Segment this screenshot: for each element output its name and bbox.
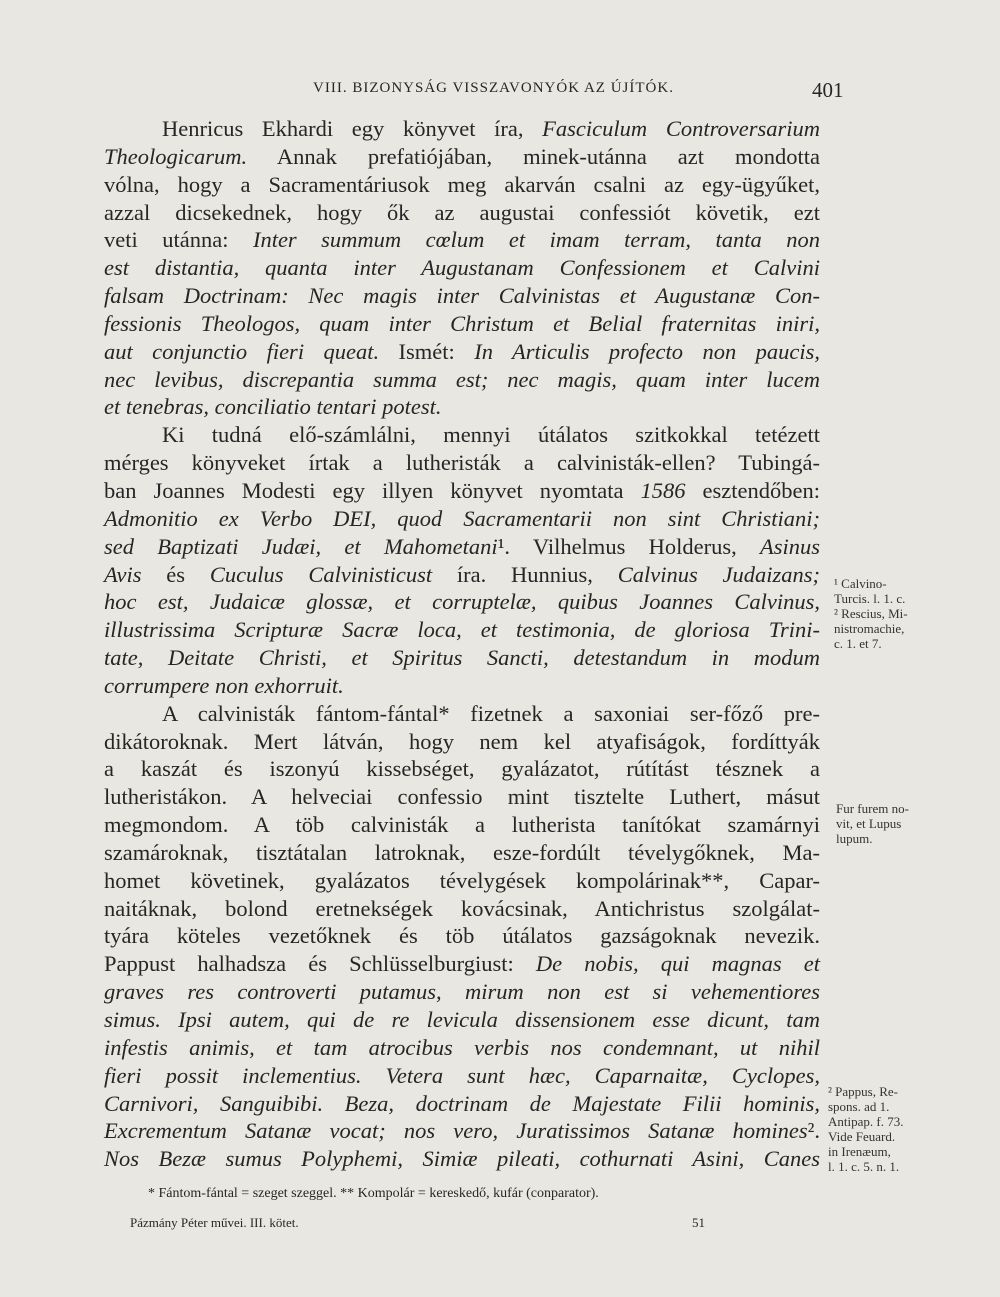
italic-segment: hoc est, Judaicæ glossæ, et corruptelæ, quibus Joannes Calvinus,	[104, 589, 820, 615]
italic-segment: Excrementum Satanæ vocat; nos vero, Juratissimos Satanæ homines	[104, 1118, 808, 1144]
roman-segment: naitáknak, bolond eretnekségek kovácsinak, Antichristus szolgálat-	[104, 895, 820, 921]
margin-note-pappus	[828, 1084, 903, 1174]
roman-segment: ban Joannes Modesti egy illyen könyvet nyomtata	[104, 477, 641, 503]
text-line	[104, 616, 820, 644]
roman-segment: azzal dicsekednek, hogy ők az augustai confessiót követik, ezt	[104, 199, 820, 225]
italic-segment: graves res controverti putamus, mirum non est si vehementiores	[104, 979, 820, 1005]
text-line	[104, 1117, 820, 1145]
text-line	[104, 421, 820, 449]
text-line	[104, 254, 820, 282]
italic-segment: et tenebras, conciliatio tentari potest.	[104, 394, 442, 420]
roman-segment: a kaszát és iszonyú kissebséget, gyalázatot, rútítást tésznek a	[104, 756, 820, 782]
text-line	[104, 839, 820, 867]
roman-segment: ².	[807, 1118, 820, 1144]
italic-segment: tate, Deitate Christi, et Spiritus Sancti, detestandum in modum	[104, 645, 820, 671]
roman-segment: és	[141, 561, 210, 587]
text-line	[104, 867, 820, 895]
margin-note-line: vit, et Lupus	[836, 816, 902, 831]
footnote: * Fántom-fántal = szeget szeggel. ** Kompolár = kereskedő, kufár (conparator).	[148, 1186, 599, 1201]
page-number: 401	[812, 78, 844, 102]
text-line	[104, 282, 820, 310]
text-line	[104, 700, 820, 728]
margin-note-line: Turcis. l. 1. c.	[834, 591, 906, 606]
margin-note-line: nistromachie,	[834, 621, 905, 636]
italic-segment: In Articulis profecto non paucis,	[474, 338, 820, 364]
roman-segment: szamároknak, tisztátalan latroknak, esze-fordúlt tévelygőknek, Ma-	[104, 839, 820, 865]
italic-segment: Nos Bezæ sumus Polyphemi, Simiæ pileati, cothurnati Asini, Canes	[104, 1146, 820, 1172]
italic-segment: nec levibus, discrepantia summa est; nec magis, quam inter lucem	[104, 366, 820, 392]
text-line	[104, 672, 820, 700]
italic-segment: infestis animis, et tam atrocibus verbis nos condemnant, ut nihil	[104, 1034, 820, 1060]
text-line	[104, 143, 820, 171]
italic-segment: aut conjunctio fieri queat.	[104, 338, 380, 364]
text-line	[104, 728, 820, 756]
text-line	[104, 226, 820, 254]
text-line	[104, 393, 820, 421]
roman-segment: íra. Hunnius,	[432, 561, 618, 587]
italic-segment: Cuculus Calvinisticust	[209, 561, 433, 587]
text-line	[104, 171, 820, 199]
italic-segment: Carnivori, Sanguibibi. Beza, doctrinam de Majestate Filii hominis,	[104, 1090, 820, 1116]
italic-segment: corrumpere non exhorruit.	[104, 672, 344, 698]
text-line	[104, 1090, 820, 1118]
roman-segment: Henricus Ekhardi egy könyvet íra,	[162, 116, 543, 141]
text-line	[104, 477, 820, 505]
roman-segment: Annak prefatiójában, minek-utánna azt mondotta	[247, 143, 820, 169]
margin-note-line: ² Rescius, Mi-	[834, 606, 908, 621]
text-line	[104, 1062, 820, 1090]
roman-segment: dikátoroknak. Mert látván, hogy nem kel atyafiságok, fordíttyák	[104, 728, 820, 754]
text-line	[104, 755, 820, 783]
margin-note-line: Fur furem no-	[836, 801, 909, 816]
roman-segment: Ismét:	[379, 338, 475, 364]
body-text	[104, 115, 820, 1173]
running-title: VIII. BIZONYSÁG VISSZAVONYÓK AZ ÚJÍTÓK.	[313, 80, 674, 96]
italic-segment: Avis	[104, 561, 142, 587]
roman-segment: Pappust halhadsza és Schlüsselburgiust:	[104, 951, 536, 977]
text-line	[104, 561, 820, 589]
text-line	[104, 811, 820, 839]
margin-note-line: l. 1. c. 5. n. 1.	[828, 1159, 900, 1174]
roman-segment: veti utánna:	[104, 227, 253, 253]
text-line	[104, 505, 820, 533]
italic-segment: fieri possit inclementius. Vetera sunt hæc, Caparnaitæ, Cyclopes,	[104, 1062, 820, 1088]
italic-segment: est distantia, quanta inter Augustanam Confessionem et Calvini	[104, 255, 820, 281]
italic-segment: illustrissima Scripturæ Sacræ loca, et testimonia, de gloriosa Trini-	[104, 617, 820, 643]
italic-segment: Admonitio ex Verbo DEI, quod Sacramentarii non sint Christiani;	[104, 505, 820, 531]
text-line	[104, 644, 820, 672]
italic-segment: Calvinus Judaizans;	[617, 561, 820, 587]
roman-segment: mérges könyveket írtak a lutheristák a calvinisták-ellen? Tubingá-	[104, 450, 820, 476]
roman-segment: lutheristákon. A helveciai confessio mint tisztelte Luthert, másut	[104, 784, 820, 810]
signature-number: 51	[692, 1215, 705, 1230]
italic-segment: simus. Ipsi autem, qui de re levicula dissensionem esse dicunt, tam	[104, 1007, 820, 1032]
margin-note-line: Antipap. f. 73.	[828, 1114, 904, 1129]
margin-note-line: ¹ Calvino-	[834, 576, 887, 591]
italic-segment: Fasciculum Controversarium	[542, 116, 820, 141]
text-line	[104, 588, 820, 616]
text-line	[104, 783, 820, 811]
text-line	[104, 978, 820, 1006]
italic-segment: fessionis Theologos, quam inter Christum et Belial fraternitas iniri,	[104, 310, 820, 336]
roman-segment: megmondom. A töb calvinisták a lutherista tanítókat szamárnyi	[104, 812, 820, 838]
margin-note-line: Vide Feuard.	[828, 1129, 896, 1144]
margin-note-line: c. 1. et 7.	[834, 636, 882, 651]
text-line	[104, 1145, 820, 1173]
margin-note-fur-furem	[836, 801, 909, 846]
text-line	[104, 1034, 820, 1062]
italic-segment: Theologicarum.	[104, 143, 248, 169]
margin-note-line: ² Pappus, Re-	[828, 1084, 898, 1099]
text-line	[104, 950, 820, 978]
signature-title: Pázmány Péter művei. III. kötet.	[130, 1215, 299, 1230]
text-line	[104, 922, 820, 950]
roman-segment: A calvinisták fántom-fántal* fizetnek a saxoniai ser-főző pre-	[162, 700, 820, 726]
roman-segment: tyára köteles vezetőknek és töb útálatos gazságoknak nevezik.	[104, 923, 820, 949]
page-header	[0, 78, 1000, 108]
text-line	[104, 895, 820, 923]
roman-segment: esztendőben:	[685, 477, 820, 503]
italic-segment: 1586	[640, 477, 686, 503]
text-line	[104, 115, 820, 143]
margin-note-line: lupum.	[836, 831, 873, 846]
roman-segment: vólna, hogy a Sacramentáriusok meg akarván csalni az egy-ügyűket,	[104, 171, 820, 197]
text-line	[104, 449, 820, 477]
roman-segment: ¹. Vilhelmus Holderus,	[497, 533, 760, 559]
text-line	[104, 199, 820, 227]
italic-segment: sed Baptizati Judæi, et Mahometani	[104, 533, 498, 559]
italic-segment: De nobis, qui magnas et	[535, 951, 820, 977]
margin-note-line: spons. ad 1.	[828, 1099, 890, 1114]
italic-segment: Inter summum cœlum et imam terram, tanta non	[252, 227, 820, 253]
text-line	[104, 1006, 820, 1034]
italic-segment: Asinus	[759, 533, 820, 559]
margin-note-calvino-turcis	[834, 576, 908, 651]
italic-segment: falsam Doctrinam: Nec magis inter Calvinistas et Augustanæ Con-	[104, 283, 820, 309]
margin-note-line: in Irenæum,	[828, 1144, 891, 1159]
text-line	[104, 338, 820, 366]
roman-segment: homet követinek, gyalázatos tévelygések kompolárinak**, Capar-	[104, 867, 820, 893]
text-line	[104, 366, 820, 394]
text-line	[104, 310, 820, 338]
roman-segment: Ki tudná elő-számlálni, mennyi útálatos szitkokkal tetézett	[162, 422, 820, 448]
text-line	[104, 533, 820, 561]
